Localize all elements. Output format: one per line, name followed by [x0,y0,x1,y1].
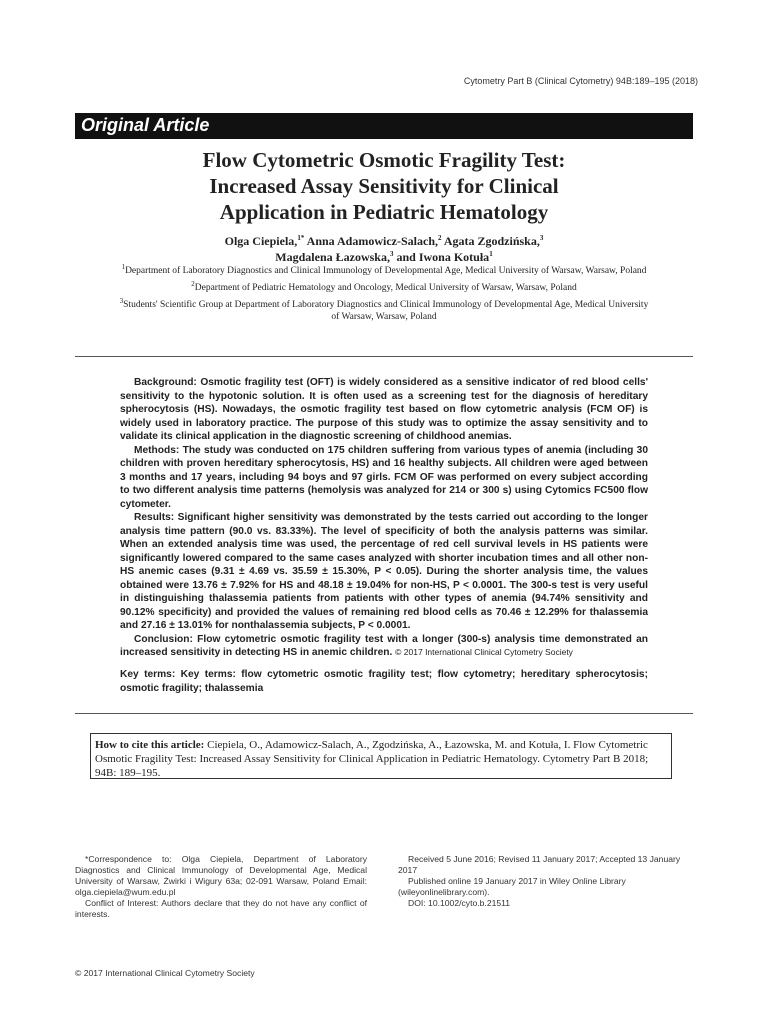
received-dates: Received 5 June 2016; Revised 11 January 2017; Accepted 13 January 2017 [398,854,681,875]
affiliation-text: Department of Pediatric Hematology and Oncology, Medical University of Warsaw, Warsaw, Poland [194,283,577,293]
author-affil-sup: 3 [539,234,544,242]
affiliation-number: 3 [119,296,124,305]
affiliation-text: Department of Laboratory Diagnostics and Clinical Immunology of Developmental Age, Medical University of Warsaw, Warsaw, Poland [125,266,647,276]
author-affil-sup: 3 [389,250,394,258]
affiliation [115,296,653,323]
abstract-methods: Methods: The study was conducted on 175 children suffering from various types of anemia (including 30 children with proven hereditary spherocytosis, HS) and 16 healthy subjects. All children were aged between 3 months and 17 years, including 94 boys and 97 girls. FCM OF was performed on every subject according to two different analysis time patterns (hemolysis was analyzed for 214 or 300 s) using Cytomics FC500 flow cytometer. [120,444,648,510]
citation-box [90,733,672,779]
author-line [75,233,693,249]
article-title [75,147,693,225]
key-terms: Key terms: Key terms: flow cytometric osmotic fragility test; flow cytometry; hereditary spherocytosis; osmotic fragility; thalassemia [120,669,648,694]
author-name[interactable]: and Iwona Kotuła [393,250,490,264]
author-line [75,249,693,265]
affiliation [115,262,653,277]
publication-info [398,854,693,909]
abstract-conclusion: Conclusion: Flow cytometric osmotic fragility test with a longer (300-s) analysis time demonstrated an increased sensitivity in detecting HS in anemic children. [120,633,648,658]
abstract-conclusion-paragraph [120,633,648,660]
author-name[interactable]: Anna Adamowicz-Salach, [304,234,438,248]
conflict-of-interest: Conflict of Interest: Authors declare that they do not have any conflict of interests. [75,898,367,919]
divider-top [75,356,693,357]
affiliation [115,279,653,294]
title-line: Application in Pediatric Hematology [219,200,549,224]
affiliation-list [115,262,653,328]
citation-label: How to cite this article: [95,739,205,751]
title-line: Flow Cytometric Osmotic Fragility Test: [202,148,566,172]
divider-bottom [75,713,693,714]
citation-text: Ciepiela, O., Adamowicz-Salach, A., Zgodzińska, A., Łazowska, M. and Kotuła, I. Flow Cytometric Osmotic Fragility Test: Increased Assay Sensitivity for Clinical Application in Pediatric Hematology. Cytometry Part B 2018; 94B: 189–195. [95,739,649,779]
affiliation-number: 1 [121,262,126,271]
correspondence-text: *Correspondence to: Olga Ciepiela, Department of Laboratory Diagnostics and Clinical Immunology of Developmental Age, Medical University of Warsaw, Żwirki i Wigury 63a; 02-091 Warsaw, Poland Email: olga.ciepiela@wum.edu.pl [75,854,367,897]
doi-link[interactable]: DOI: 10.1002/cyto.b.21511 [408,898,511,908]
abstract-copyright: © 2017 International Clinical Cytometry Society [395,647,573,657]
author-affil-sup: 1 [489,250,493,258]
author-affil-sup: 2 [438,234,442,242]
affiliation-number: 2 [191,279,195,288]
affiliation-text: Students' Scientific Group at Department of Laboratory Diagnostics and Clinical Immunology of Developmental Age, Medical University of Warsaw, Warsaw, Poland [123,300,649,322]
title-line: Increased Assay Sensitivity for Clinical [209,174,559,198]
section-banner [75,113,693,139]
abstract-background: Background: Osmotic fragility test (OFT) is widely considered as a sensitive indicator of red blood cells' sensitivity to the hypotonic solution. It is often used as a screening test for the diagnosis of hereditary spherocytosis (HS). Nowadays, the osmotic fragility test based on flow cytometric analysis (FCM OF) is widely used in laboratory practice. The purpose of this study was to optimize the assay sensitivity and to validate its clinical application in the diagnostic screening of childhood anemias. [120,377,648,442]
journal-reference: Cytometry Part B (Clinical Cytometry) 94B:189–195 (2018) [463,76,698,86]
author-name[interactable]: Magdalena Łazowska, [275,250,390,264]
published-online: Published online 19 January 2017 in Wiley Online Library (wileyonlinelibrary.com). [398,876,626,897]
author-list [75,233,693,265]
abstract [120,376,648,660]
author-name[interactable]: Agata Zgodzińska, [441,234,540,248]
author-name[interactable]: Olga Ciepiela, [224,234,298,248]
correspondence-footnote [75,854,367,920]
footer-copyright: © 2017 International Clinical Cytometry Society [75,968,255,978]
abstract-results: Results: Significant higher sensitivity was demonstrated by the tests carried out according to the longer analysis time pattern (90.0 vs. 83.33%). The level of specificity of both the analysis patterns was similar. When an extended analysis time was used, the percentage of red cell survival levels in HS patients were significantly lowered compared to the same cases analyzed with shorter incubation times and all other non-HS anemic cases (9.31 ± 4.69 vs. 35.59 ± 15.30%, P < 0.05). During the shorter analysis time, the values obtained were 13.76 ± 7.92% for HS and 48.18 ± 19.04% for non-HS, P < 0.0001. The 300-s test is very useful in distinguishing thalassemia patients from patients with other types of anemia (94.74% sensitivity and 90.12% specificity) and provided the values of remaining red blood cells as 70.46 ± 12.29% for thalassemia and 27.16 ± 13.01% for nonthalassemia subjects, P < 0.0001. [120,512,648,631]
author-affil-sup: 1* [297,234,305,242]
section-label: Original Article [81,115,210,135]
